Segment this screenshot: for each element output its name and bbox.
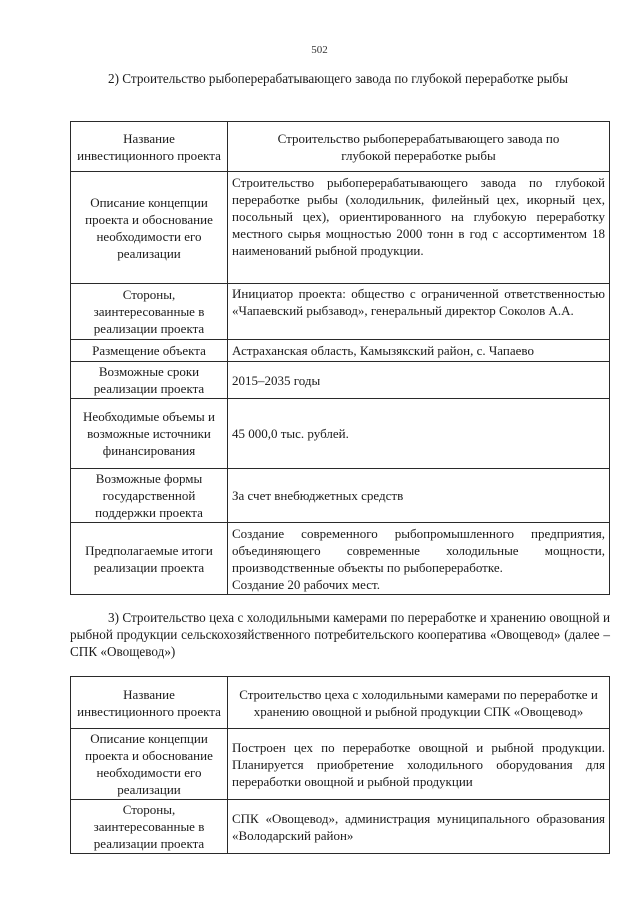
table-row — [71, 362, 610, 399]
row-label-project-name: Название инвестиционного проекта — [71, 677, 228, 729]
results-text: Создание современного рыбопромышленного предприятия, объединяющего современные холодильные мощности, производственные объекты по рыбопереработке. — [232, 525, 605, 575]
row-value-stakeholders: Инициатор проекта: общество с ограниченной ответственностью «Чапаевский рыбзавод», генеральный директор Соколов А.А. — [228, 284, 610, 340]
table-row — [71, 172, 610, 284]
table-row — [71, 284, 610, 340]
table-row — [71, 800, 610, 854]
row-value-location: Астраханская область, Камызякский район, с. Чапаево — [228, 340, 610, 362]
row-label-project-name: Название инвестиционного проекта — [71, 122, 228, 172]
section-heading-2: 2) Строительство рыбоперерабатывающего завода по глубокой переработке рыбы — [108, 71, 568, 86]
page-number: 502 — [311, 44, 328, 56]
table-row — [71, 677, 610, 729]
table-row — [71, 340, 610, 362]
section-heading-3: 3) Строительство цеха с холодильными камерами по переработке и хранению овощной и рыбной продукции сельскохозяйственного потребительского кооператива «Овощевод» (далее – СПК «Овощевод») — [70, 610, 610, 659]
row-label-concept: Описание концепции проекта и обоснование необходимости его реализации — [71, 172, 228, 284]
table-row — [71, 399, 610, 469]
table-row — [71, 523, 610, 595]
table-row — [71, 469, 610, 523]
row-value-project-name: Строительство цеха с холодильными камерами по переработке и хранению овощной и рыбной продукции СПК «Овощевод» — [228, 677, 610, 729]
row-label-timeline: Возможные сроки реализации проекта — [71, 362, 228, 399]
row-value-timeline: 2015–2035 годы — [228, 362, 610, 399]
row-value-financing: 45 000,0 тыс. рублей. — [228, 399, 610, 469]
row-label-stakeholders: Стороны, заинтересованные в реализации проекта — [71, 284, 228, 340]
row-value-concept: Построен цех по переработке овощной и рыбной продукции. Планируется приобретение холодильного оборудования для переработки овощной и рыбной продукции — [228, 729, 610, 800]
row-value-concept: Строительство рыбоперерабатывающего завода по глубокой переработке рыбы (холодильник, филейный цех, икорный цех, посольный цех), ориентированного на глубокую переработку местного сырья мощностью 2000 тонн в год с ассортиментом 18 наименований рыбной продукции. — [228, 172, 610, 284]
table-row — [71, 729, 610, 800]
investment-project-table-2 — [70, 121, 610, 595]
row-value-project-name: Строительство рыбоперерабатывающего завода по глубокой переработке рыбы — [228, 122, 610, 172]
row-value-stakeholders: СПК «Овощевод», администрация муниципального образования «Володарский район» — [228, 800, 610, 854]
table-row — [71, 122, 610, 172]
row-label-financing: Необходимые объемы и возможные источники финансирования — [71, 399, 228, 469]
row-value-results — [228, 523, 610, 595]
row-label-location: Размещение объекта — [71, 340, 228, 362]
row-value-support: За счет внебюджетных средств — [228, 469, 610, 523]
row-label-concept: Описание концепции проекта и обоснование необходимости его реализации — [71, 729, 228, 800]
row-label-results: Предполагаемые итоги реализации проекта — [71, 523, 228, 595]
investment-project-table-3 — [70, 676, 610, 854]
row-label-stakeholders: Стороны, заинтересованные в реализации проекта — [71, 800, 228, 854]
row-label-support: Возможные формы государственной поддержки проекта — [71, 469, 228, 523]
results-jobs: Создание 20 рабочих мест. — [232, 576, 380, 592]
